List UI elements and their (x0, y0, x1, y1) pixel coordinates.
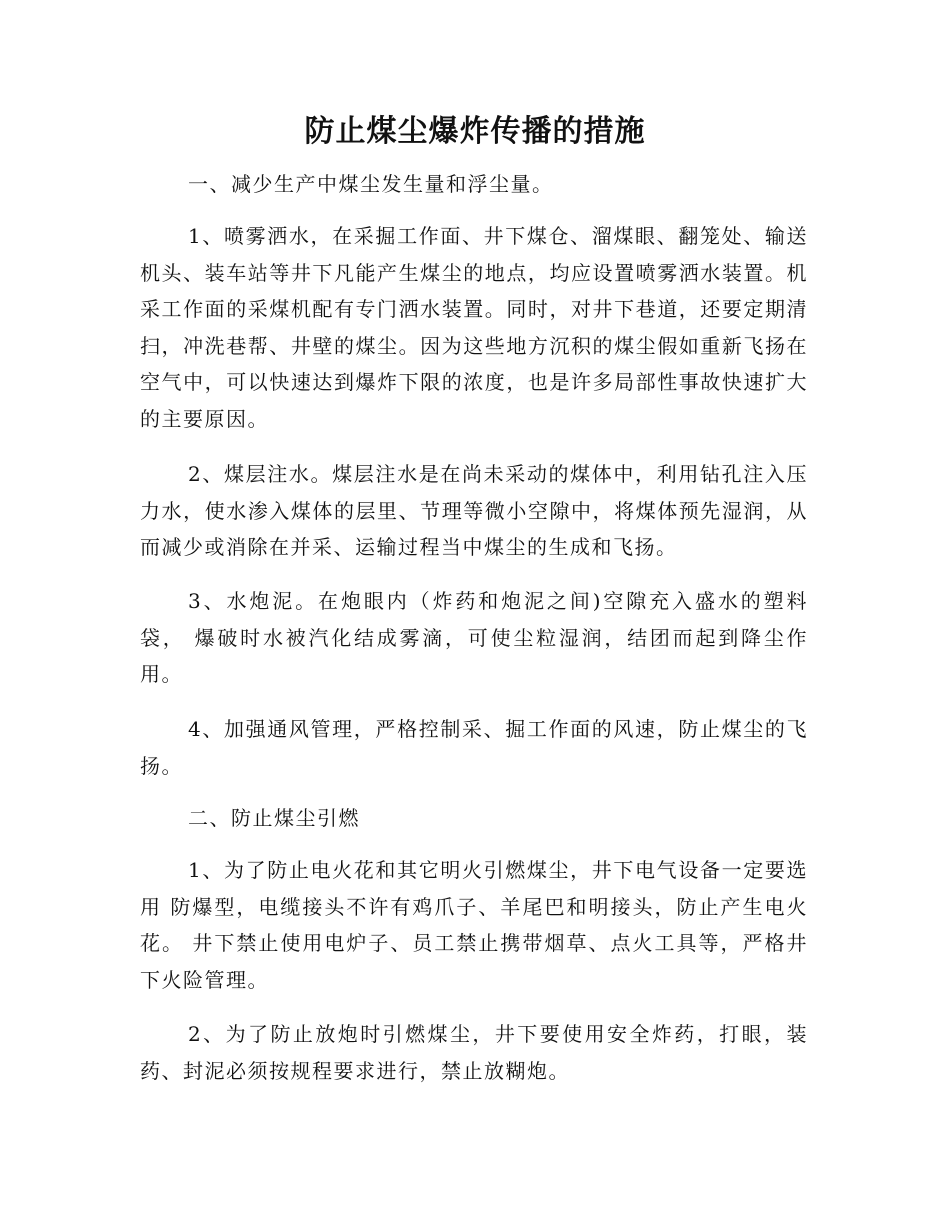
section-2-item-2: 2、为了防止放炮时引燃煤尘，井下要使用安全炸药，打眼，装药、封泥必须按规程要求进行，禁止放糊炮。 (140, 1022, 808, 1083)
section-1-item-3: 3、水炮泥。在炮眼内（炸药和炮泥之间)空隙充入盛水的塑料袋， 爆破时水被汽化结成雾滴，可使尘粒湿润，结团而起到降尘作用。 (140, 589, 808, 686)
section-1-item-4: 4、加强通风管理，严格控制采、掘工作面的风速，防止煤尘的飞扬。 (140, 717, 808, 778)
document-title: 防止煤尘爆炸传播的措施 (304, 114, 646, 149)
section-1-item-1: 1、喷雾洒水，在采掘工作面、井下煤仓、溜煤眼、翻笼处、输送机头、装车站等井下凡能产生煤尘的地点，均应设置喷雾洒水装置。机采工作面的采煤机配有专门洒水装置。同时，对井下巷道，还要定期清扫，冲洗巷帮、井壁的煤尘。因为这些地方沉积的煤尘假如重新飞扬在空气中，可以快速达到爆炸下限的浓度，也是许多局部性事故快速扩大的主要原因。 (140, 224, 808, 431)
section-1-heading: 一、减少生产中煤尘发生量和浮尘量。 (188, 172, 554, 196)
section-2-heading: 二、防止煤尘引燃 (188, 806, 360, 830)
section-1-item-2: 2、煤层注水。煤层注水是在尚未采动的煤体中，利用钻孔注入压力水，使水渗入煤体的层里、节理等微小空隙中，将煤体预先湿润，从而减少或消除在并采、运输过程当中煤尘的生成和飞扬。 (140, 462, 808, 559)
section-2-item-1: 1、为了防止电火花和其它明火引燃煤尘，井下电气设备一定要选用 防爆型，电缆接头不许有鸡爪子、羊尾巴和明接头，防止产生电火花。 井下禁止使用电炉子、员工禁止携带烟草、点火工具等，严格井下火险管理。 (140, 858, 808, 992)
